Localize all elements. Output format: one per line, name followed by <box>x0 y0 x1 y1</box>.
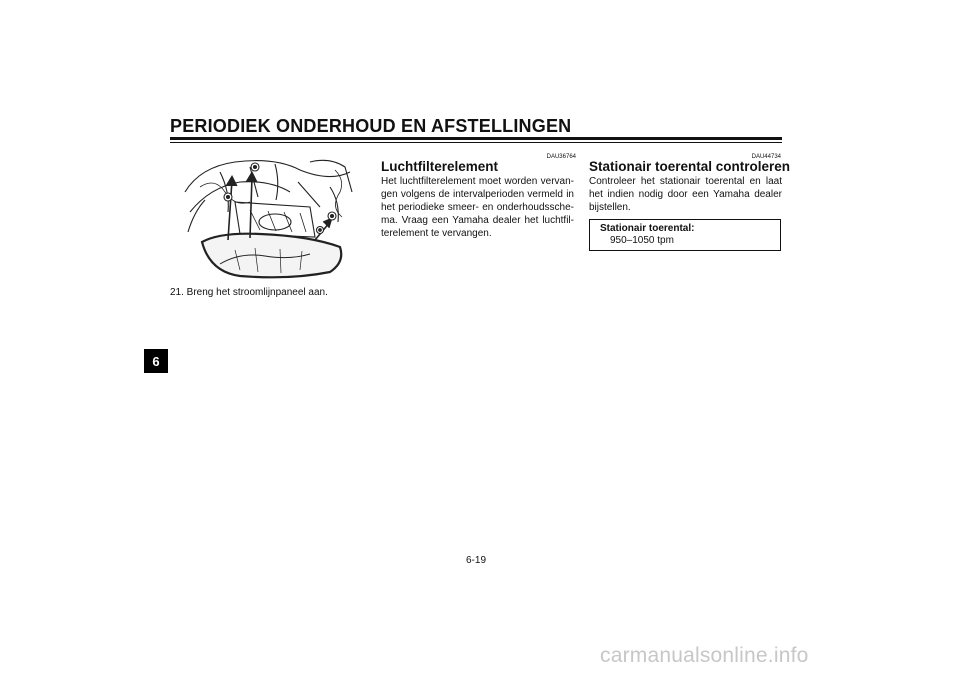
body-line: gen volgens de intervalperioden vermeld in <box>381 189 574 200</box>
doc-code: DAU44734 <box>751 154 781 160</box>
watermark: carmanualsonline.info <box>600 644 809 667</box>
step-21: 21. Breng het stroomlijnpaneel aan. <box>170 287 328 298</box>
fairing-panel-illustration <box>180 152 360 284</box>
body-line: Controleer het stationair toerental en laat <box>589 176 782 187</box>
page-number: 6-19 <box>466 555 487 566</box>
doc-code: DAU36764 <box>546 154 576 160</box>
spec-box <box>589 219 781 251</box>
body-line: Het luchtfilterelement moet worden vervan- <box>381 176 574 187</box>
page-title: PERIODIEK ONDERHOUD EN AFSTELLINGEN <box>170 116 572 136</box>
title-rule-thin <box>170 142 782 143</box>
body-line: ma. Vraag een Yamaha dealer het luchtfil- <box>381 215 574 226</box>
body-line: het periodieke smeer- en onderhoudssche- <box>381 202 574 213</box>
chapter-tab: 6 <box>144 349 168 373</box>
section-title-luchtfilterelement: Luchtfilterelement <box>381 159 499 174</box>
spec-label: Stationair toerental: <box>600 223 695 234</box>
body-line: terelement te vervangen. <box>381 228 492 239</box>
luchtfilter-body <box>381 175 574 240</box>
body-line: het indien nodig door een Yamaha dealer <box>589 189 782 200</box>
body-line: bijstellen. <box>589 202 631 213</box>
title-rule <box>170 137 782 140</box>
stationair-body <box>589 175 782 214</box>
spec-value: 950–1050 tpm <box>610 235 674 246</box>
section-title-stationair-toerental: Stationair toerental controleren <box>589 159 791 174</box>
